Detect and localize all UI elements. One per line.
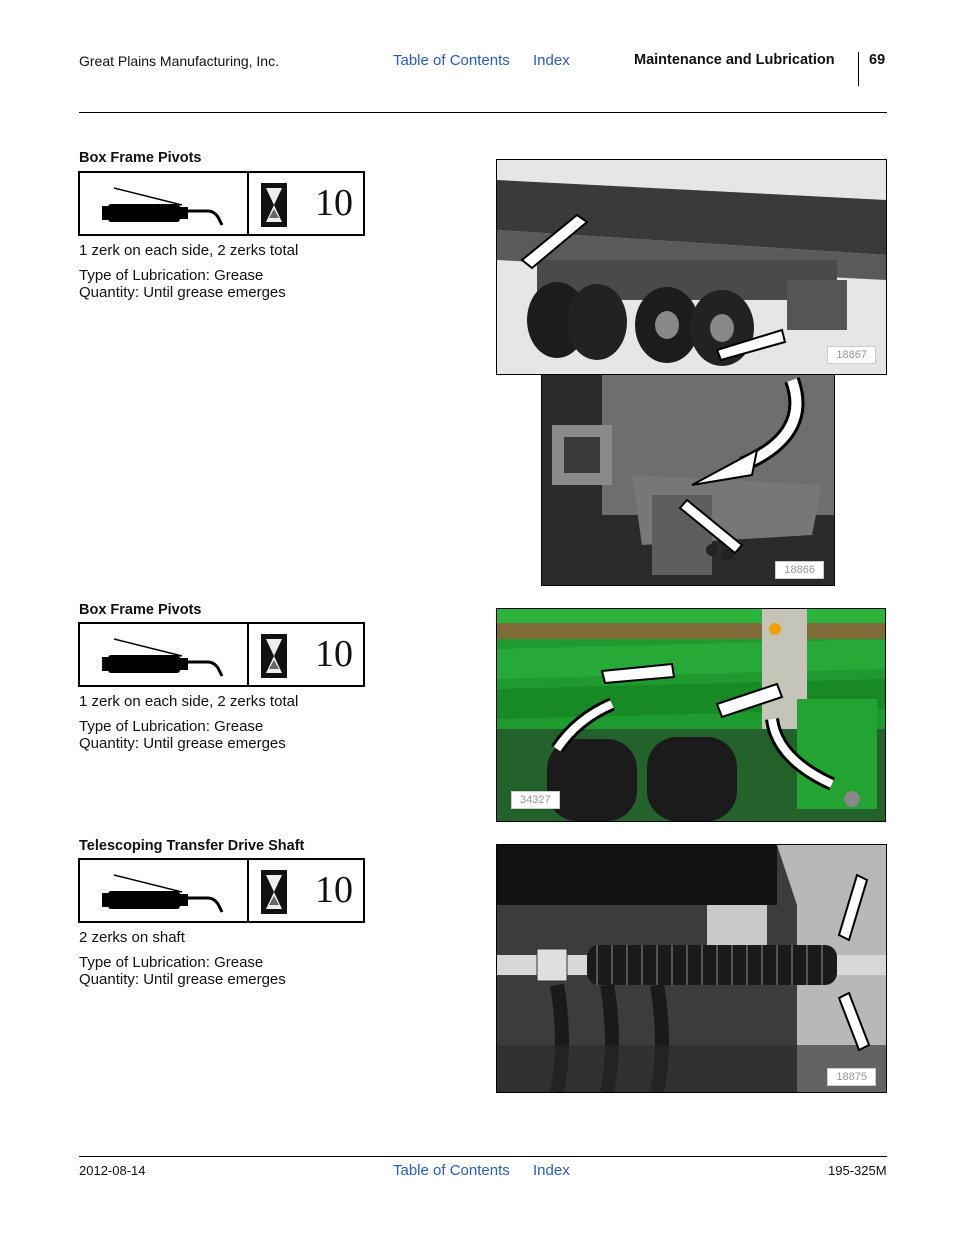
header-divider: [858, 52, 859, 86]
toc-link[interactable]: Table of Contents: [393, 52, 510, 69]
section-heading: Box Frame Pivots: [79, 602, 202, 618]
footer-date: 2012-08-14: [79, 1163, 146, 1178]
grease-gun-icon: [80, 173, 249, 234]
lubrication-box: [78, 858, 365, 923]
lube-quantity: Quantity: Until grease emerges: [79, 735, 286, 752]
photo-box-frame-pivot-detail: [541, 374, 835, 586]
doc-number: 195-325M: [828, 1163, 887, 1178]
lube-type: Type of Lubrication: Grease: [79, 267, 264, 284]
section-title: Maintenance and Lubrication: [634, 52, 835, 68]
photo-box-frame-pivot-green: [496, 608, 886, 822]
photo-number: 34327: [511, 791, 560, 809]
zerk-count: 1 zerk on each side, 2 zerks total: [79, 693, 299, 710]
interval-hours: 10: [315, 869, 353, 911]
photo-box-frame-pivot-overview: [496, 159, 887, 375]
interval-cell: [249, 624, 363, 685]
zerk-count: 2 zerks on shaft: [79, 929, 185, 946]
photo-transfer-drive-shaft: [496, 844, 887, 1093]
photo-number: 18875: [827, 1068, 876, 1086]
hourglass-icon: [261, 870, 287, 914]
photo-number: 18867: [827, 346, 876, 364]
page-number: 69: [869, 52, 886, 68]
zerk-count: 1 zerk on each side, 2 zerks total: [79, 242, 299, 259]
hourglass-icon: [261, 634, 287, 678]
section-heading: Telescoping Transfer Drive Shaft: [79, 838, 305, 854]
lubrication-box: [78, 622, 365, 687]
grease-gun-icon: [80, 624, 249, 685]
footer-toc-link[interactable]: Table of Contents: [393, 1162, 510, 1179]
grease-gun-icon: [80, 860, 249, 921]
photo-number: 18866: [775, 561, 824, 579]
interval-cell: [249, 173, 363, 234]
header-rule: [79, 112, 887, 113]
section-heading: Box Frame Pivots: [79, 150, 202, 166]
lubrication-box: [78, 171, 365, 236]
lube-type: Type of Lubrication: Grease: [79, 718, 264, 735]
lube-quantity: Quantity: Until grease emerges: [79, 284, 286, 301]
interval-hours: 10: [315, 182, 353, 224]
company-name: Great Plains Manufacturing, Inc.: [79, 53, 279, 69]
lube-quantity: Quantity: Until grease emerges: [79, 971, 286, 988]
lube-type: Type of Lubrication: Grease: [79, 954, 264, 971]
hourglass-icon: [261, 183, 287, 227]
interval-hours: 10: [315, 633, 353, 675]
interval-cell: [249, 860, 363, 921]
footer-rule: [79, 1156, 887, 1157]
footer-index-link[interactable]: Index: [533, 1162, 570, 1179]
index-link[interactable]: Index: [533, 52, 570, 69]
